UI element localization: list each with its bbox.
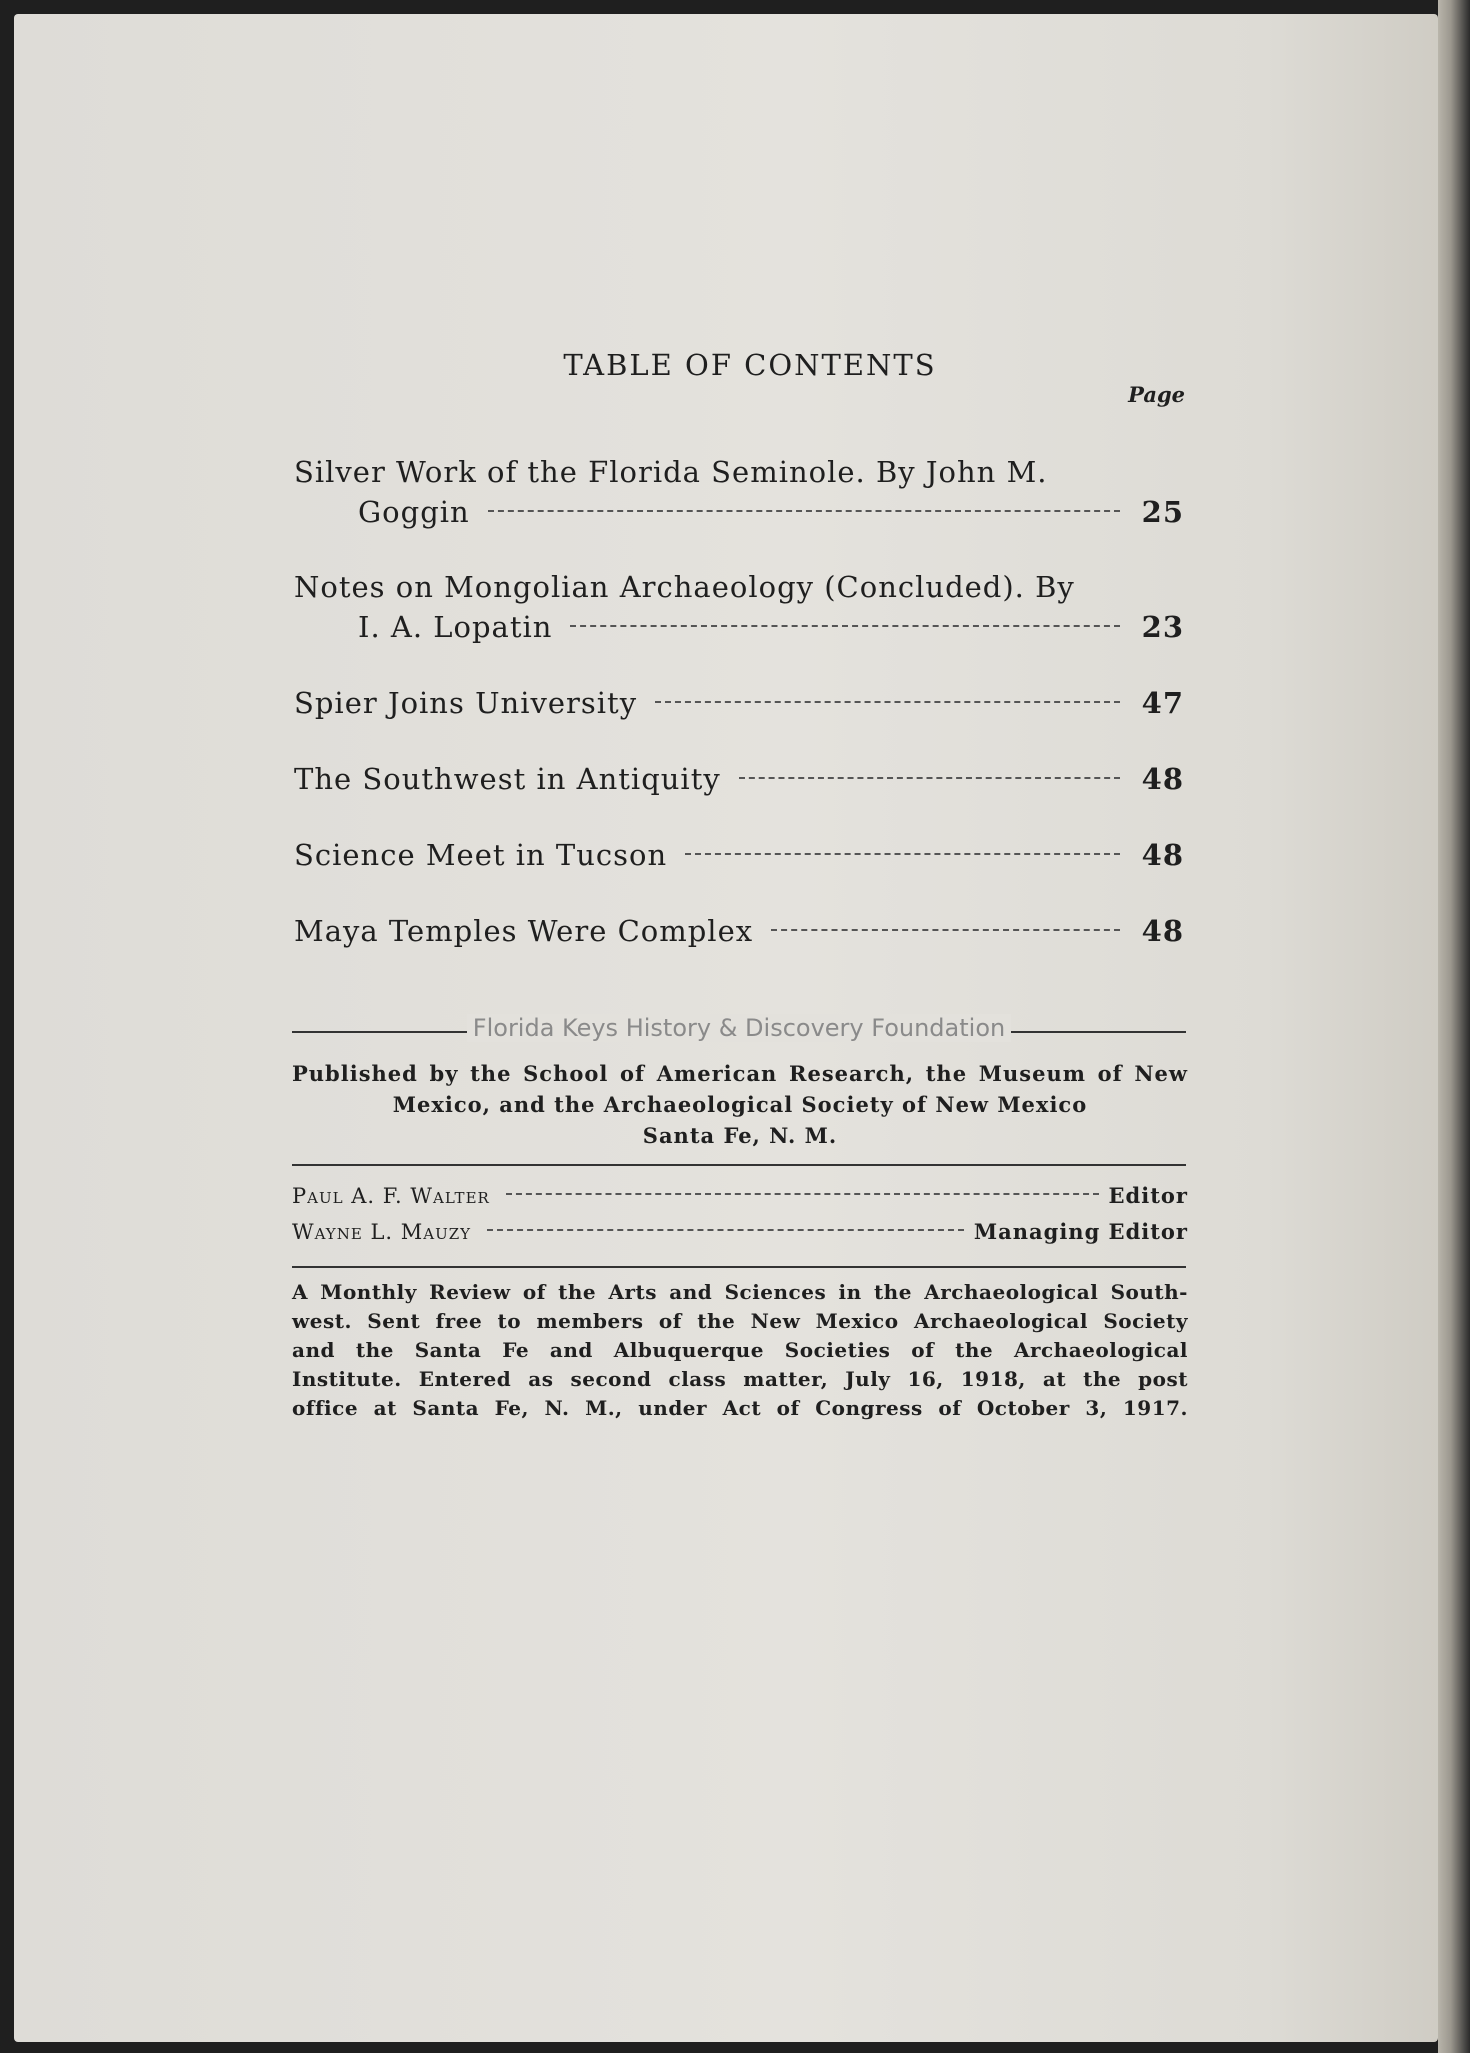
dot-leader [739, 777, 1120, 779]
divider-rule [292, 1164, 1186, 1166]
book-spine-edge [1438, 0, 1470, 2053]
watermark-text: Florida Keys History & Discovery Foundation [467, 1014, 1011, 1042]
staff-role: Managing Editor [973, 1219, 1188, 1244]
dot-leader [570, 625, 1120, 627]
staff-role: Editor [1108, 1183, 1188, 1208]
toc-entry-line2: I. A. Lopatin [358, 610, 553, 644]
dot-leader [487, 1229, 964, 1231]
dot-leader [771, 929, 1120, 931]
toc-entry [294, 835, 1184, 875]
publisher-line3: Santa Fe, N. M. [642, 1123, 838, 1148]
staff-name: Paul A. F. Walter [292, 1184, 490, 1208]
toc-entry-page: 48 [1141, 914, 1184, 948]
toc-entry [294, 683, 1184, 723]
dot-leader [506, 1193, 1099, 1195]
watermark [292, 1014, 1186, 1042]
blurb-line: Institute. Entered as second class matter, July 16, 1918, at the post [292, 1367, 1188, 1391]
toc-entry-line1: Silver Work of the Florida Seminole. By John M. [294, 455, 1048, 489]
toc-entry-page: 23 [1141, 610, 1184, 644]
publisher-line2: Mexico, and the Archaeological Society of New Mexico [392, 1092, 1088, 1117]
toc-entry-title: Maya Temples Were Complex [294, 914, 754, 948]
blurb-line: and the Santa Fe and Albuquerque Societies of the Archaeological [292, 1338, 1188, 1362]
toc-entry [294, 567, 1184, 647]
toc-entry-page: 25 [1141, 495, 1184, 529]
publisher-block [292, 1058, 1188, 1151]
divider-rule [292, 1266, 1186, 1268]
dot-leader [488, 510, 1120, 512]
dot-leader [655, 701, 1120, 703]
toc-entry-title: Spier Joins University [294, 686, 638, 720]
blurb-line: office at Santa Fe, N. M., under Act of Congress of October 3, 1917. [292, 1396, 1188, 1420]
staff-row [292, 1180, 1188, 1212]
toc-entry [294, 911, 1184, 951]
toc-entry-line2: Goggin [358, 495, 470, 529]
toc-title: TABLE OF CONTENTS [563, 348, 937, 382]
toc-entry [294, 759, 1184, 799]
toc-entry-page: 48 [1141, 838, 1184, 872]
toc-entry-line1: Notes on Mongolian Archaeology (Concluded). By [294, 570, 1075, 604]
page-column-heading: Page [1128, 382, 1185, 407]
toc-entry [294, 452, 1184, 532]
staff-name: Wayne L. Mauzy [292, 1220, 472, 1244]
dot-leader [685, 853, 1120, 855]
masthead-blurb [292, 1278, 1188, 1423]
toc-entry-page: 47 [1141, 686, 1184, 720]
blurb-line: A Monthly Review of the Arts and Sciences in the Archaeological South- [292, 1280, 1188, 1304]
publisher-line1: Published by the School of American Research, the Museum of New [292, 1061, 1188, 1086]
toc-entry-title: Science Meet in Tucson [294, 838, 668, 872]
toc-entry-title: The Southwest in Antiquity [294, 762, 721, 796]
staff-row [292, 1216, 1188, 1248]
blurb-line: west. Sent free to members of the New Mexico Archaeological Society [292, 1309, 1188, 1333]
toc-entry-page: 48 [1141, 762, 1184, 796]
